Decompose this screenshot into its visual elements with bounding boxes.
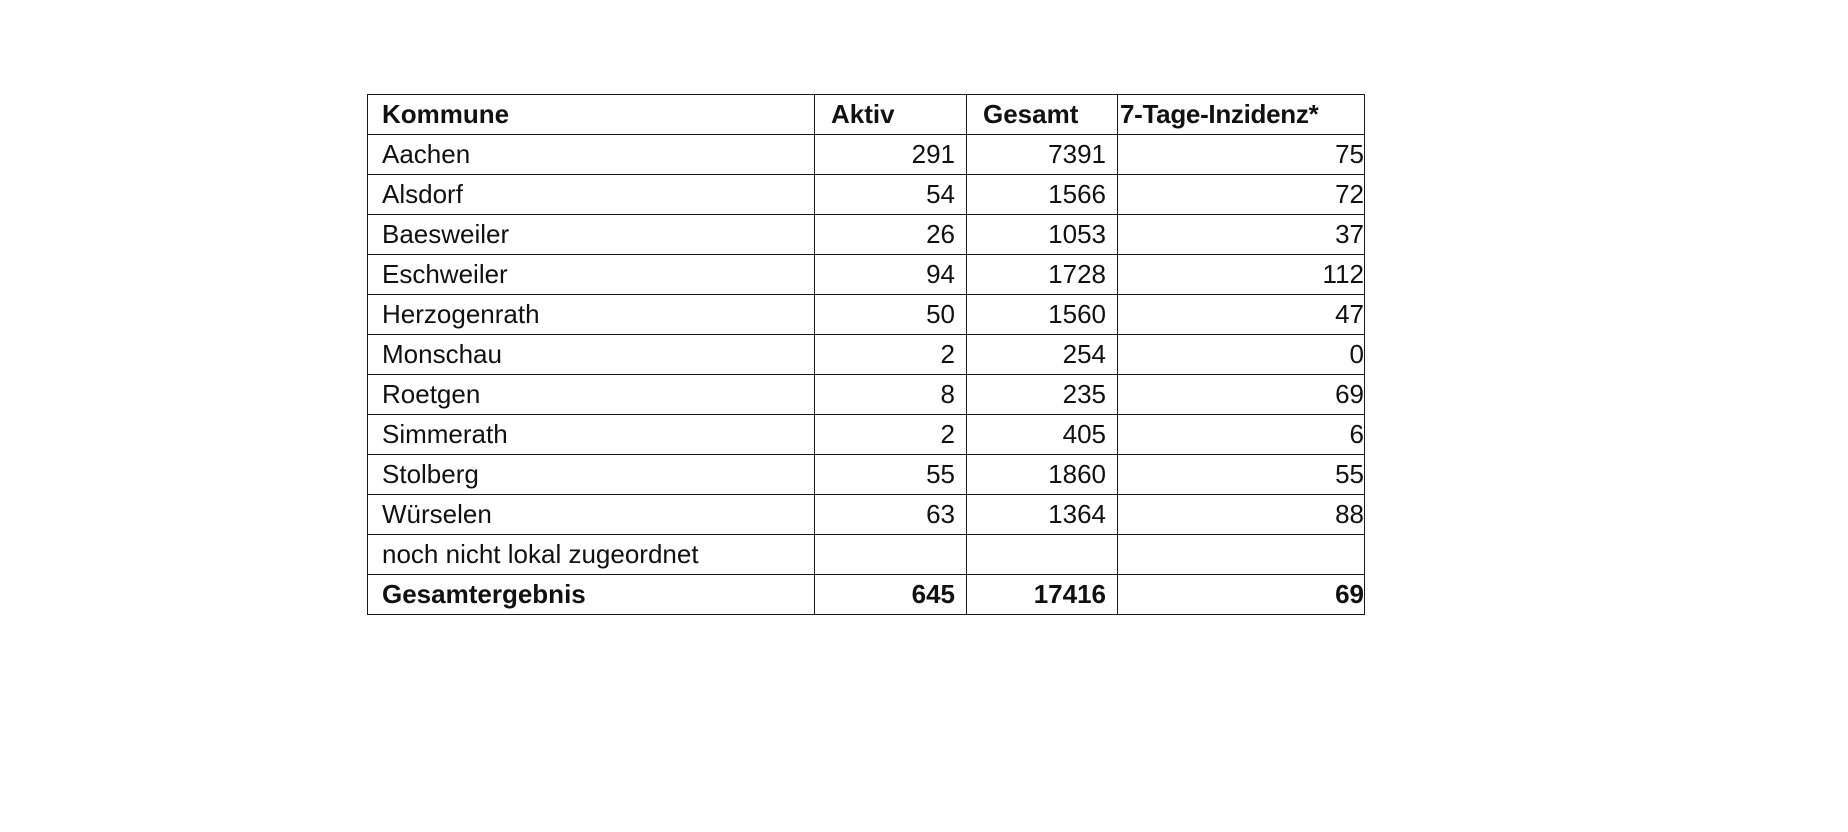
table-row — [368, 215, 1365, 255]
cell-kommune: Alsdorf — [368, 175, 815, 215]
cell-inzidenz: 37 — [1118, 215, 1365, 255]
table-row — [368, 295, 1365, 335]
cell-inzidenz: 0 — [1118, 335, 1365, 375]
header-gesamt: Gesamt — [967, 95, 1118, 135]
cell-kommune: Simmerath — [368, 415, 815, 455]
cell-inzidenz: 88 — [1118, 495, 1365, 535]
cell-kommune: Baesweiler — [368, 215, 815, 255]
table-row — [368, 535, 1365, 575]
cell-gesamt: 1728 — [967, 255, 1118, 295]
cell-gesamt: 1560 — [967, 295, 1118, 335]
table-row — [368, 375, 1365, 415]
cell-aktiv: 63 — [815, 495, 967, 535]
total-aktiv: 645 — [815, 575, 967, 615]
cell-aktiv — [815, 535, 967, 575]
total-label: Gesamtergebnis — [368, 575, 815, 615]
cell-kommune: Aachen — [368, 135, 815, 175]
cell-aktiv: 94 — [815, 255, 967, 295]
total-inzidenz: 69 — [1118, 575, 1365, 615]
total-row — [368, 575, 1365, 615]
table-row — [368, 335, 1365, 375]
total-gesamt: 17416 — [967, 575, 1118, 615]
covid-statistics-table — [367, 94, 1365, 615]
cell-inzidenz: 47 — [1118, 295, 1365, 335]
table-row — [368, 255, 1365, 295]
header-inzidenz: 7-Tage-Inzidenz* — [1118, 95, 1365, 135]
cell-gesamt: 254 — [967, 335, 1118, 375]
cell-inzidenz: 72 — [1118, 175, 1365, 215]
cell-inzidenz: 112 — [1118, 255, 1365, 295]
cell-aktiv: 2 — [815, 415, 967, 455]
cell-aktiv: 50 — [815, 295, 967, 335]
table-row — [368, 495, 1365, 535]
cell-aktiv: 54 — [815, 175, 967, 215]
table-row — [368, 135, 1365, 175]
cell-gesamt: 1053 — [967, 215, 1118, 255]
cell-aktiv: 55 — [815, 455, 967, 495]
cell-inzidenz: 6 — [1118, 415, 1365, 455]
cell-aktiv: 26 — [815, 215, 967, 255]
header-row — [368, 95, 1365, 135]
table-row — [368, 415, 1365, 455]
cell-kommune: Roetgen — [368, 375, 815, 415]
cell-gesamt: 7391 — [967, 135, 1118, 175]
cell-gesamt: 235 — [967, 375, 1118, 415]
cell-aktiv: 8 — [815, 375, 967, 415]
cell-kommune: Stolberg — [368, 455, 815, 495]
cell-inzidenz: 75 — [1118, 135, 1365, 175]
table-row — [368, 175, 1365, 215]
cell-kommune: Herzogenrath — [368, 295, 815, 335]
cell-aktiv: 291 — [815, 135, 967, 175]
cell-kommune: noch nicht lokal zugeordnet — [368, 535, 815, 575]
cell-gesamt: 405 — [967, 415, 1118, 455]
header-aktiv: Aktiv — [815, 95, 967, 135]
header-kommune: Kommune — [368, 95, 815, 135]
cell-kommune: Eschweiler — [368, 255, 815, 295]
cell-inzidenz — [1118, 535, 1365, 575]
cell-inzidenz: 55 — [1118, 455, 1365, 495]
cell-gesamt: 1566 — [967, 175, 1118, 215]
cell-gesamt — [967, 535, 1118, 575]
cell-aktiv: 2 — [815, 335, 967, 375]
cell-gesamt: 1860 — [967, 455, 1118, 495]
cell-kommune: Monschau — [368, 335, 815, 375]
cell-gesamt: 1364 — [967, 495, 1118, 535]
cell-kommune: Würselen — [368, 495, 815, 535]
cell-inzidenz: 69 — [1118, 375, 1365, 415]
table-row — [368, 455, 1365, 495]
